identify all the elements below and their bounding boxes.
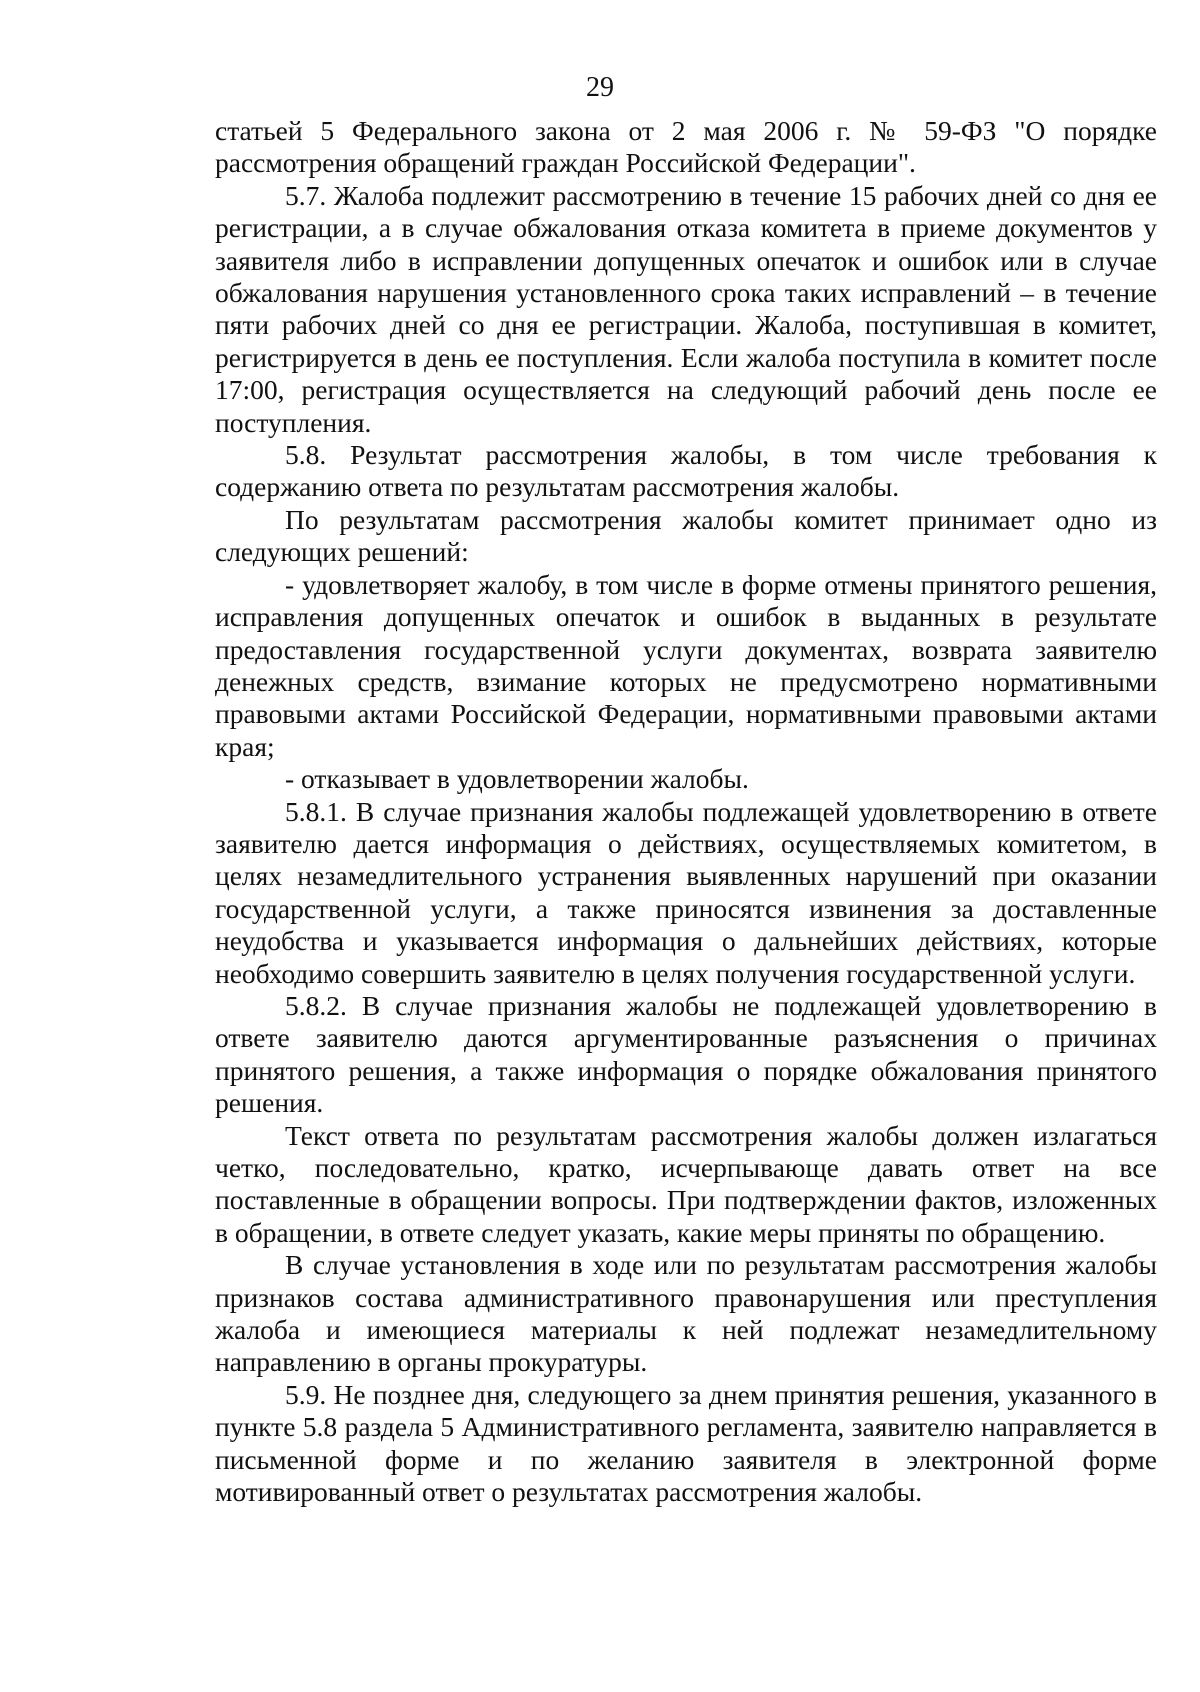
paragraph-continuation: статьей 5 Федерального закона от 2 мая 2006 г. № 59-ФЗ "О порядке рассмотрения обращений граждан Российской Федерации". — [215, 115, 1157, 179]
document-body — [215, 115, 1157, 1508]
paragraph-5-8-1: 5.8.1. В случае признания жалобы подлежащей удовлетворению в ответе заявителю дается информация о действиях, осуществляемых комитетом, в целях незамедлительного устранения выявленных нарушений при оказании государственной услуги, а также приносятся извинения за доставленные неудобства и указывается информация о дальнейших действиях, которые необходимо совершить заявителю в целях получения государственной услуги. — [215, 795, 1157, 989]
paragraph-5-9: 5.9. Не позднее дня, следующего за днем принятия решения, указанного в пункте 5.8 раздела 5 Административного регламента, заявителю направляется в письменной форме и по желанию заявителя в электронной форме мотивированный ответ о результатах рассмотрения жалобы. — [215, 1378, 1157, 1508]
paragraph-5-8: 5.8. Результат рассмотрения жалобы, в том числе требования к содержанию ответа по результатам рассмотрения жалобы. — [215, 439, 1157, 503]
paragraph-prosecution: В случае установления в ходе или по результатам рассмотрения жалобы признаков состава административного правонарушения или преступления жалоба и имеющиеся материалы к ней подлежат незамедлительному направлению в органы прокуратуры. — [215, 1249, 1157, 1378]
paragraph-5-7: 5.7. Жалоба подлежит рассмотрению в течение 15 рабочих дней со дня ее регистрации, а в случае обжалования отказа комитета в приеме документов у заявителя либо в исправлении допущенных опечаток и ошибок или в случае обжалования нарушения установленного срока таких исправлений – в течение пяти рабочих дней со дня ее регистрации. Жалоба, поступившая в комитет, регистрируется в день ее поступления. Если жалоба поступила в комитет после 17:00, регистрация осуществляется на следующий рабочий день после ее поступления. — [215, 179, 1157, 438]
list-item-refuse: - отказывает в удовлетворении жалобы. — [285, 763, 749, 795]
paragraph-answer-text: Текст ответа по результатам рассмотрения жалобы должен излагаться четко, последовательно, кратко, исчерпывающе давать ответ на все поставленные в обращении вопросы. При подтверждении фактов, изложенных в обращении, в ответе следует указать, какие меры приняты по обращению. — [215, 1119, 1157, 1248]
paragraph-5-8-2: 5.8.2. В случае признания жалобы не подлежащей удовлетворению в ответе заявителю даются аргументированные разъяснения о причинах принятого решения, а также информация о порядке обжалования принятого решения. — [215, 989, 1157, 1119]
list-item-satisfy: - удовлетворяет жалобу, в том числе в форме отмены принятого решения, исправления допущенных опечаток и ошибок в выданных в результате предоставления государственной услуги документах, возврата заявителю денежных средств, взимание которых не предусмотрено нормативными правовыми актами Российской Федерации, нормативными правовыми актами края; — [215, 568, 1157, 762]
page-number: 29 — [586, 72, 614, 103]
paragraph-decisions-intro: По результатам рассмотрения жалобы комитет принимает одно из следующих решений: — [215, 503, 1157, 568]
